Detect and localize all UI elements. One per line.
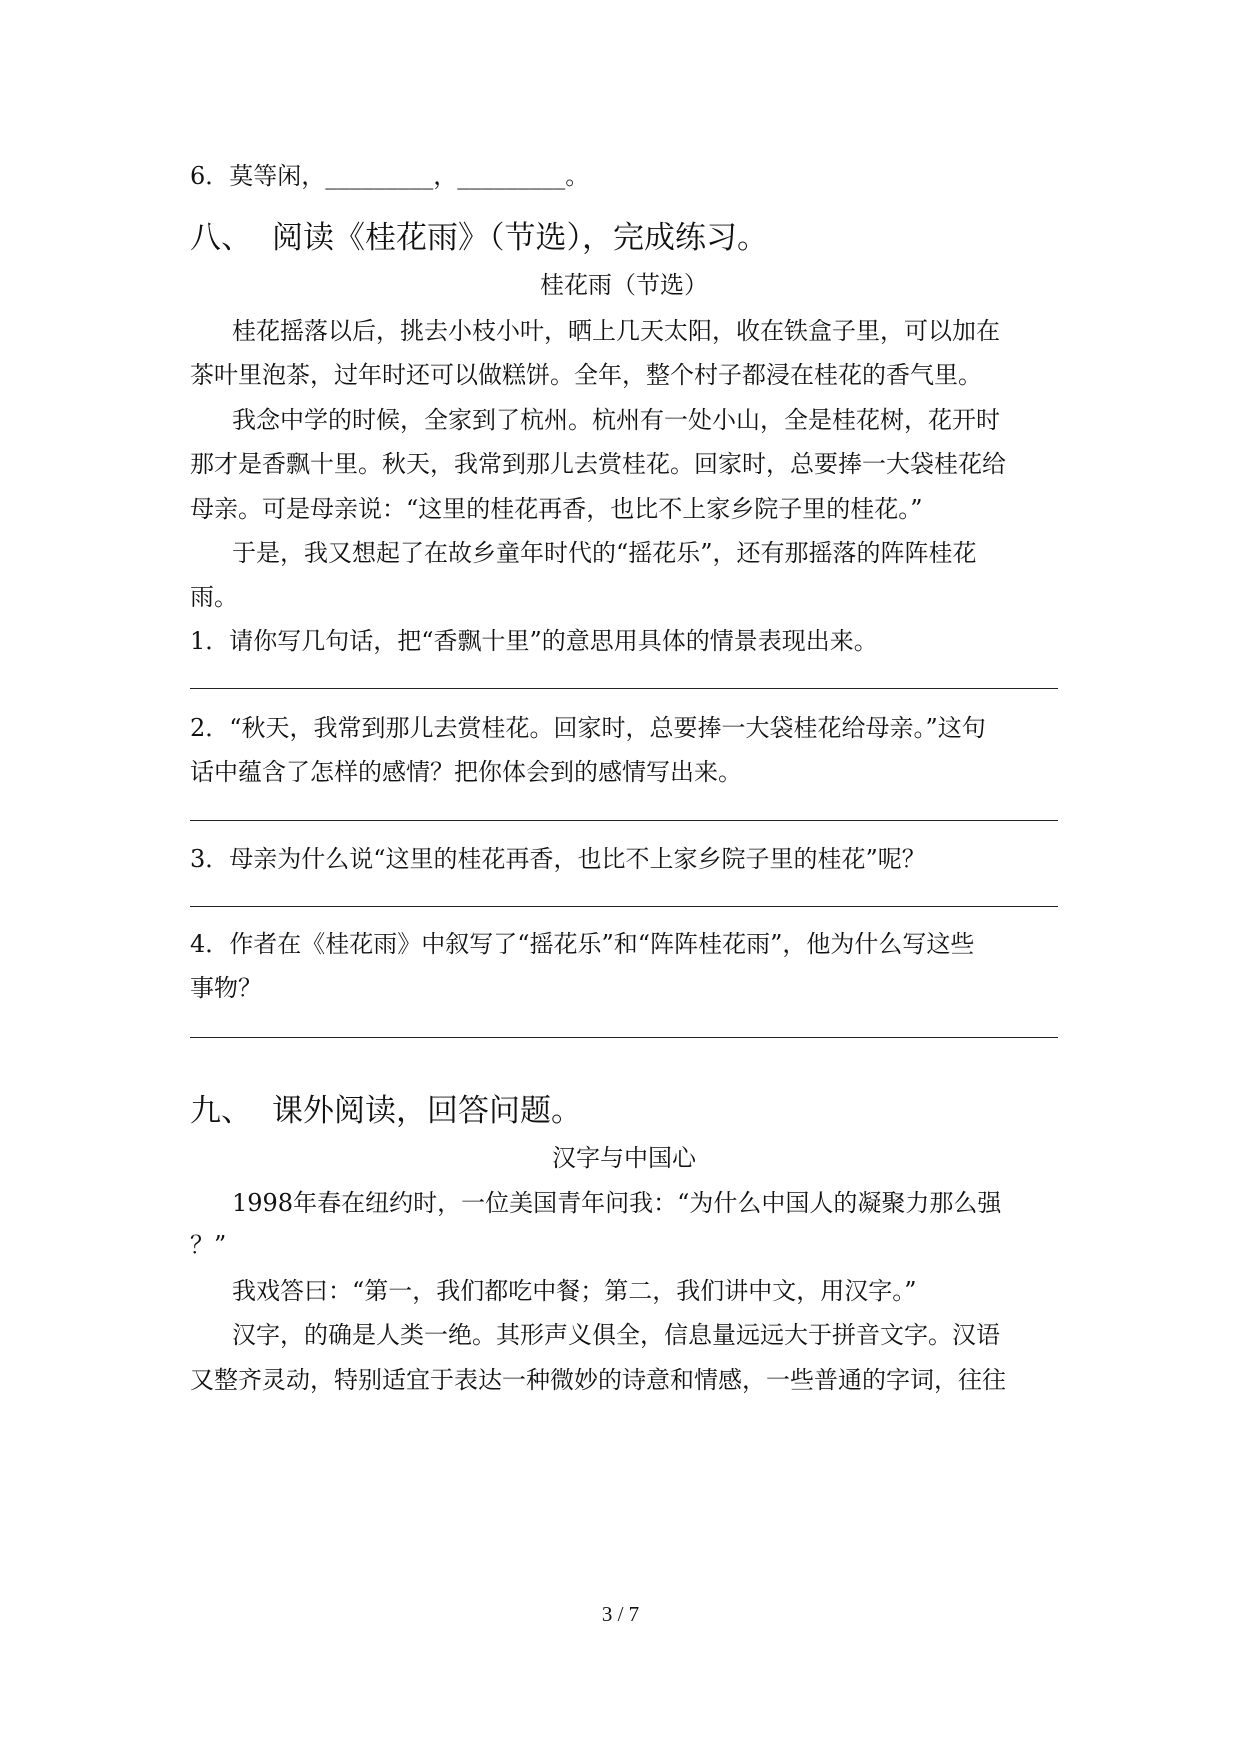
section-8-heading — [190, 218, 1058, 258]
passage-8-line: 我念中学的时候，全家到了杭州。杭州有一处小山，全是桂花树，花开时 — [232, 406, 1000, 434]
question-4: 4．作者在《桂花雨》中叙写了“摇花乐”和“阵阵桂花雨”，他为什么写这些 — [190, 930, 975, 958]
passage-9-line: 1998年春在纽约时，一位美国青年问我：“为什么中国人的凝聚力那么强 — [232, 1189, 1002, 1217]
passage-9-line: 我戏答曰：“第一，我们都吃中餐；第二，我们讲中文，用汉字。” — [232, 1277, 917, 1305]
question-4-cont: 事物？ — [190, 974, 262, 1002]
passage-9-line: 汉字，的确是人类一绝。其形声义俱全，信息量远远大于拼音文字。汉语 — [232, 1321, 1000, 1349]
passage-8-line: 于是，我又想起了在故乡童年时代的“摇花乐”，还有那摇落的阵阵桂花 — [232, 539, 977, 567]
section-9-title: 课外阅读，回答问题。 — [272, 1093, 582, 1129]
passage-8-title: 桂花雨（节选） — [540, 271, 708, 299]
answer-line[interactable] — [190, 820, 1058, 821]
q6-fill-blank-line: 6．莫等闲，_________，_________。 — [190, 162, 590, 190]
answer-line[interactable] — [190, 906, 1058, 907]
passage-9-line: 又整齐灵动，特别适宜于表达一种微妙的诗意和情感，一些普通的字词，往往 — [190, 1366, 1006, 1394]
section-8-number: 八、 — [190, 220, 252, 256]
passage-9-line: ？” — [190, 1231, 227, 1259]
passage-8-line: 茶叶里泡茶，过年时还可以做糕饼。全年，整个村子都浸在桂花的香气里。 — [190, 361, 982, 389]
page-number: 3 / 7 — [601, 1602, 640, 1626]
passage-8-line: 桂花摇落以后，挑去小枝小叶，晒上几天太阳，收在铁盒子里，可以加在 — [232, 317, 1000, 345]
section-9-heading — [190, 1091, 1058, 1131]
question-1: 1．请你写几句话，把“香飘十里”的意思用具体的情景表现出来。 — [190, 627, 878, 655]
passage-8-line: 母亲。可是母亲说：“这里的桂花再香，也比不上家乡院子里的桂花。” — [190, 495, 923, 523]
question-3: 3．母亲为什么说“这里的桂花再香，也比不上家乡院子里的桂花”呢？ — [190, 845, 926, 873]
passage-8-line: 那才是香飘十里。秋天，我常到那儿去赏桂花。回家时，总要捧一大袋桂花给 — [190, 450, 1006, 478]
answer-line[interactable] — [190, 688, 1058, 689]
section-8-title: 阅读《桂花雨》（节选），完成练习。 — [272, 220, 768, 256]
question-2: 2．“秋天，我常到那儿去赏桂花。回家时，总要捧一大袋桂花给母亲。”这句 — [190, 714, 986, 742]
passage-9-title: 汉字与中国心 — [552, 1144, 696, 1172]
question-2-cont: 话中蕴含了怎样的感情？把你体会到的感情写出来。 — [190, 758, 742, 786]
answer-line[interactable] — [190, 1037, 1058, 1038]
section-9-number: 九、 — [190, 1093, 252, 1129]
passage-8-line: 雨。 — [190, 583, 238, 611]
